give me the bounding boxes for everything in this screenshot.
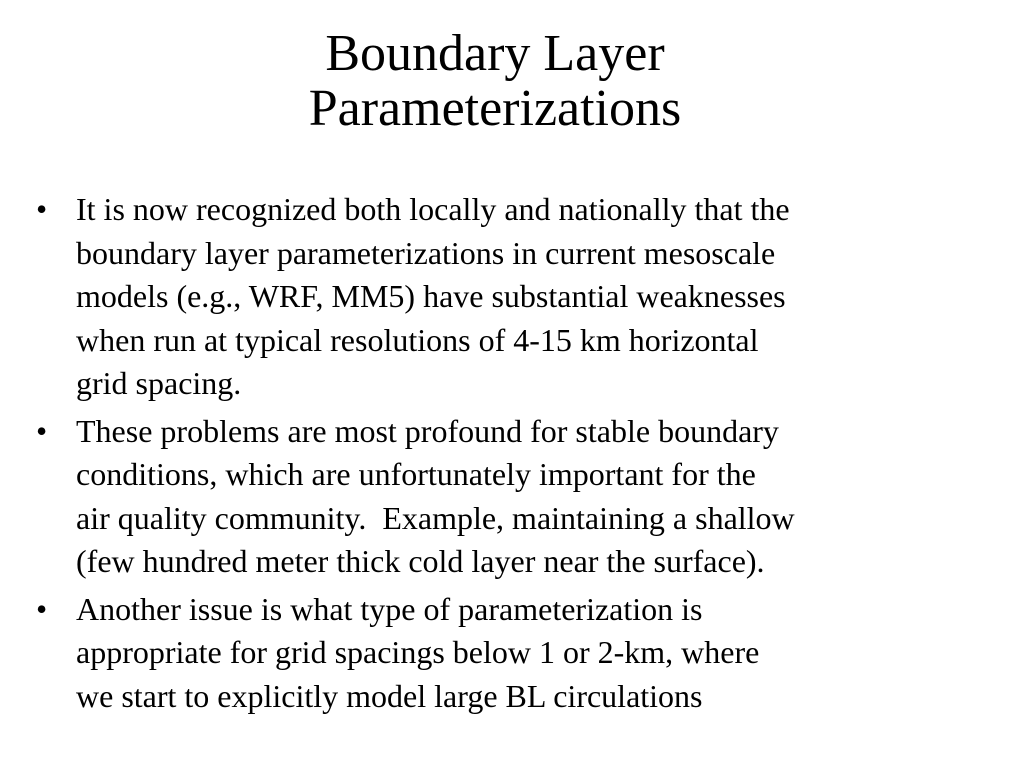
bullet-line: It is now recognized both locally and nationally that the [76, 191, 790, 227]
bullet-line: Another issue is what type of parameterization is [76, 590, 703, 627]
bullet-dot-icon: • [36, 412, 48, 449]
bullet-line: boundary layer parameterizations in current mesoscale [76, 234, 776, 271]
bullet-line: These problems are most profound for stable boundary [76, 412, 779, 449]
bullet-line: appropriate for grid spacings below 1 or 2-km, where [76, 634, 760, 670]
bullet-line: models (e.g., WRF, MM5) have substantial weaknesses [76, 278, 786, 314]
bullet-text [76, 410, 996, 584]
bullet-line: grid spacing. [76, 365, 242, 401]
bullet-line: air quality community. Example, maintaining a shallow [76, 499, 795, 536]
bullet-line: we start to explicitly model large BL circulations [76, 677, 703, 714]
bullet-dot-icon: • [36, 191, 48, 227]
bullet-line: conditions, which are unfortunately important for the [76, 456, 756, 492]
slide-title-line: Boundary Layer [325, 25, 665, 82]
bullet-list [36, 188, 996, 722]
bullet-line: (few hundred meter thick cold layer near the surface). [76, 543, 765, 579]
bullet-text [76, 188, 996, 406]
bullet-text [76, 588, 996, 719]
bullet-item [36, 188, 996, 406]
slide-title-line: Parameterizations [308, 80, 682, 137]
slide-title [0, 26, 990, 136]
bullet-item [36, 410, 996, 584]
bullet-item [36, 588, 996, 719]
bullet-line: when run at typical resolutions of 4-15 km horizontal [76, 321, 759, 358]
bullet-dot-icon: • [36, 590, 48, 627]
